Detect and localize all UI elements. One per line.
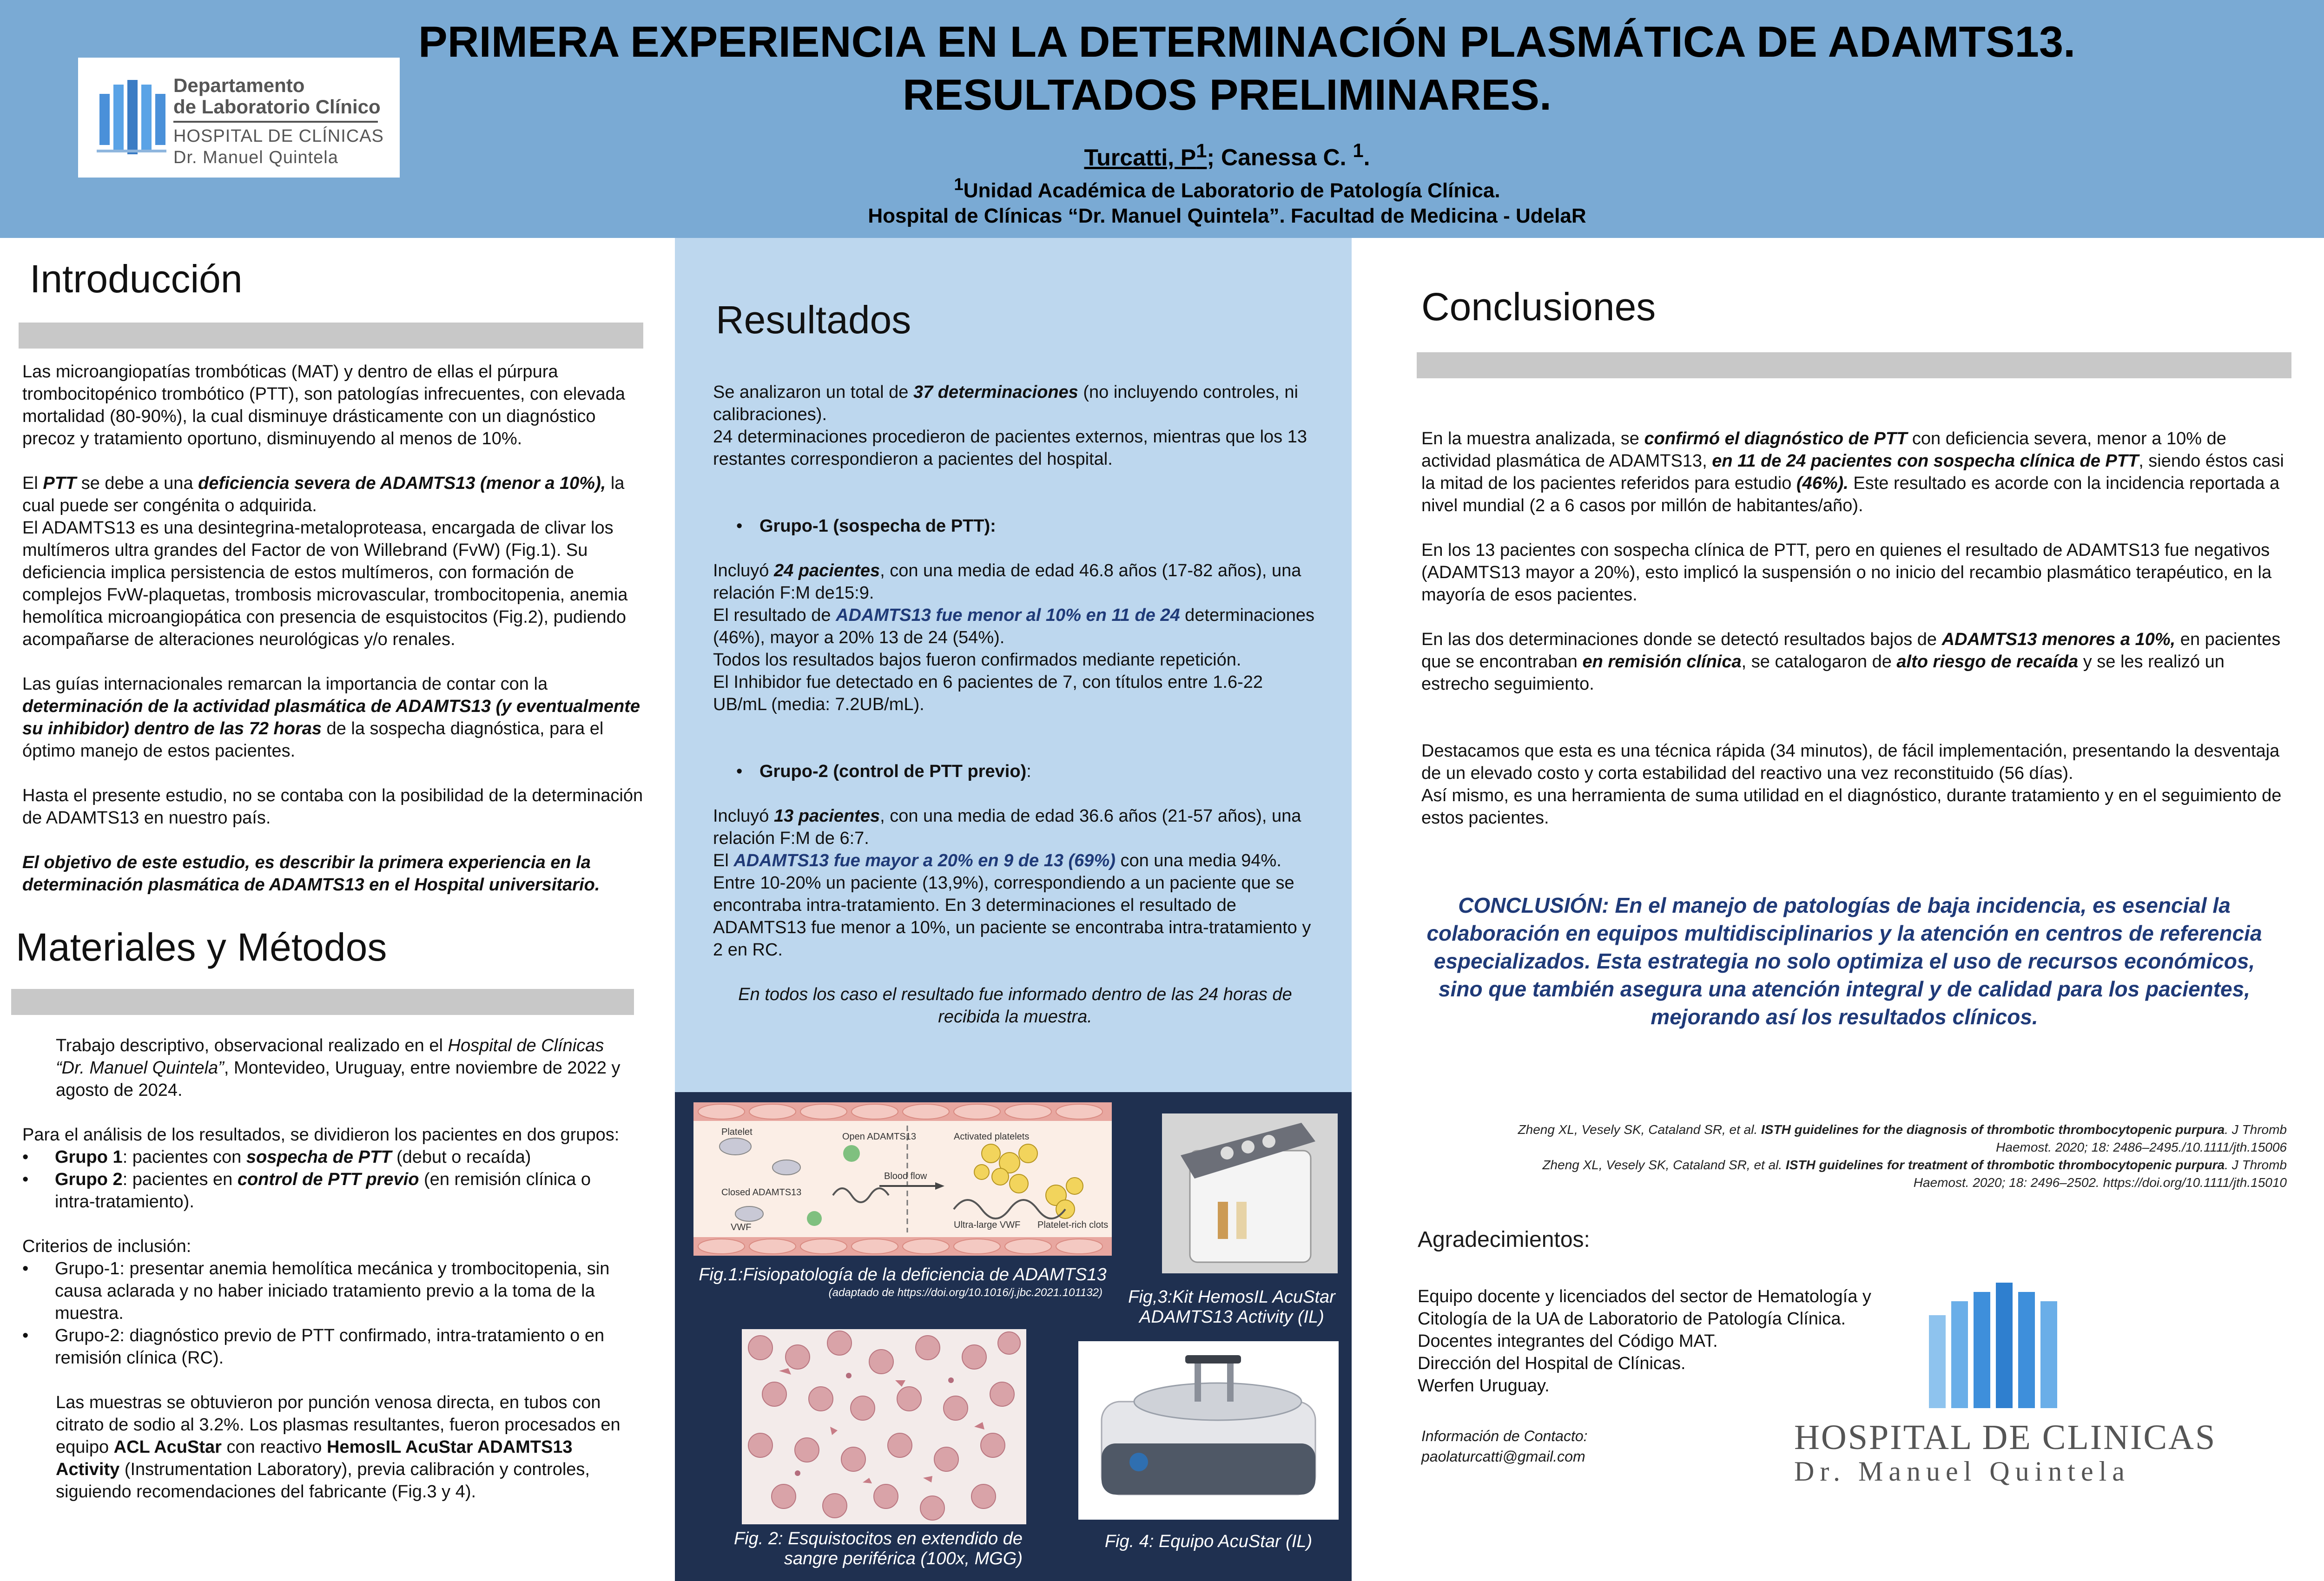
intro-paragraph-1: Las microangiopatías trombóticas (MAT) y dentro de ellas el púrpura trombocitopénico trombótico (PTT), son patologías infrecuentes, con elevada mortalidad (80-90%), la cual disminuye drásticamente con un diagnóstico precoz y tratamiento oportuno, disminuyendo al menos de 10%. — [22, 362, 625, 448]
section-title-resultados: Resultados — [716, 298, 911, 342]
reagent-kit-icon — [1162, 1113, 1338, 1273]
fig1-label-open: Open ADAMTS13 — [842, 1132, 916, 1142]
fig1-label-platelet: Platelet — [721, 1127, 753, 1137]
concl-paragraph-1: En la muestra analizada, se confirmó el diagnóstico de PTT con deficiencia severa, menor a 10% de actividad plasmática de ADAMTS13, en 11 de 24 pacientes con sospecha clínica de PTT, siendo éstos casi la mitad de los pacientes referidos para estudio (46%). Este resultado es acorde con la incidencia reportada a nivel mundial (2 a 6 casos por millón de habitantes/año). — [1421, 429, 2284, 515]
mat-criterion-2: • Grupo-2: diagnóstico previo de PTT confirmado, intra-tratamiento o en remisión clínica (RC). — [22, 1324, 636, 1369]
logo-divider — [173, 121, 378, 123]
intro-paragraph-2: El PTT se debe a una deficiencia severa de ADAMTS13 (menor a 10%), la cual puede ser congénita o adquirida. El ADAMTS13 es una desintegrina-metaloproteasa, encargada de clivar los multímeros ultra grandes del Factor de von Willebrand (FvW) (Fig.1). Su deficiencia implica persistencia de estos multímeros, con formación de complejos FvW-plaquetas, trombosis microvascular, trombocitopenia, anemia hemolítica microangiopática con presencia de esquistocitos (Fig.2), pudiendo acompañarse de alteraciones neurológicas y/o renales. — [22, 474, 628, 649]
figure-3-caption: Fig,3:Kit HemosIL AcuStar ADAMTS13 Activity (IL) — [1128, 1287, 1335, 1327]
concl-paragraph-3: En las dos determinaciones donde se detectó resultados bajos de ADAMTS13 menores a 10%, en pacientes que se encontraban en remisión clínica, se catalogaron de alto riesgo de recaída y se les realizó un estrecho seguimiento. — [1421, 630, 2281, 694]
figure-1-pathophysiology — [693, 1102, 1112, 1256]
fig1-label-platelet-rich: Platelet-rich clots — [1037, 1220, 1109, 1230]
figure-4-caption: Fig. 4: Equipo AcuStar (IL) — [1104, 1532, 1313, 1551]
concl-paragraph-5: Así mismo, es una herramienta de suma utilidad en el diagnóstico, durante tratamiento y en el seguimiento de estos pacientes. — [1421, 786, 2282, 828]
res-group2-title: • Grupo-2 (control de PTT previo): — [713, 760, 1317, 783]
resultados-body — [713, 381, 1317, 1050]
res-group2-body: Incluyó 13 pacientes, con una media de edad 36.6 años (21-57 años), una relación F:M de 6:7. El ADAMTS13 fue mayor a 20% en 9 de 13 (69%) con una media 94%. Entre 10-20% un paciente (13,9%), correspondiendo a un paciente que se encontraba intra-tratamiento. En 3 determinaciones el resultado de ADAMTS13 fue menor a 10%, un paciente se encontraba intra-tratamiento y 2 en RC. — [713, 806, 1311, 960]
fig1-label-closed: Closed ADAMTS13 — [721, 1187, 802, 1198]
mat-group-2: • Grupo 2: pacientes en control de PTT previo (en remisión clínica o intra-tratamiento). — [22, 1168, 636, 1213]
fig1-label-activated: Activated platelets — [954, 1132, 1030, 1142]
logo-dept-line1: Departamento — [173, 74, 305, 96]
department-logo — [78, 58, 400, 178]
figure-1-caption: Fig.1:Fisiopatología de la deficiencia de ADAMTS13 — [699, 1265, 1107, 1285]
intro-objective: El objetivo de este estudio, es describir la primera experiencia en la determinación plasmática de ADAMTS13 en el Hospital universitario. — [22, 853, 600, 895]
ack-line-5: Werfen Uruguay. — [1418, 1376, 1550, 1396]
reference-2: Zheng XL, Vesely SK, Cataland SR, et al. ISTH guidelines for treatment of thrombotic thrombocytopenic purpura. J Thromb — [1542, 1158, 2287, 1172]
authors: Turcatti, $P^1$; Canessa C. $^1$. — [1084, 139, 1370, 171]
res-group1-title: • Grupo-1 (sospecha de PTT): — [713, 515, 1317, 537]
intro-paragraph-3: Las guías internacionales remarcan la importancia de contar con la determinación de la actividad plasmática de ADAMTS13 (y eventualmente su inhibidor) dentro de las 72 horas de la sospecha diagnóstica, para el óptimo manejo de estos pacientes. — [22, 674, 640, 761]
res-closing: En todos los caso el resultado fue informado dentro de las 24 horas de recibida la muestra. — [738, 985, 1292, 1027]
conclusion-statement: CONCLUSIÓN: En el manejo de patologías de baja incidencia, es esencial la colaboración en equipos multidisciplinarios y la atención en centros de referencia especializados. Esta estrategia no solo optimiza el uso de recursos económicos, sino que también asegura una atención integral y de calidad para los pacientes, mejorando así los resultados clínicos. — [1426, 893, 2262, 1029]
ack-line-1: Equipo docente y licenciados del sector de Hematología y — [1418, 1287, 1871, 1306]
contact-title: Información de Contacto: — [1421, 1428, 1588, 1444]
affiliation-line1: $^1$Unidad Académica de Laboratorio de Patología Clínica. — [954, 175, 1500, 202]
hospital-building-icon — [1924, 1283, 2064, 1413]
hospital-logo-icon — [97, 80, 166, 159]
materiales-body — [22, 1034, 636, 1525]
mat-paragraph-2: Para el análisis de los resultados, se dividieron los pacientes en dos grupos: — [22, 1125, 620, 1145]
mat-groups-list — [22, 1146, 636, 1213]
mat-criterion-1: • Grupo-1: presentar anemia hemolítica mecánica y trombocitopenia, sin causa aclarada y no haber iniciado tratamiento previo a la toma de la muestra. — [22, 1258, 636, 1324]
figure-2-caption: Fig. 2: Esquistocitos en extendido de sangre periférica (100x, MGG) — [733, 1529, 1023, 1568]
contact-info — [1421, 1426, 1588, 1467]
intro-paragraph-4: Hasta el presente estudio, no se contaba con la posibilidad de la determinación de ADAMTS13 en nuestro país. — [22, 786, 643, 828]
fig1-label-blood-flow: Blood flow — [884, 1171, 927, 1181]
section-bar-materiales — [11, 989, 634, 1015]
mat-criteria-title: Criterios de inclusión: — [22, 1237, 191, 1256]
ack-line-2: Citología de la UA de Laboratorio de Patología Clínica. — [1418, 1309, 1846, 1329]
section-title-conclusiones: Conclusiones — [1421, 285, 1656, 329]
mat-criteria-list — [22, 1258, 636, 1369]
mat-group-1: • Grupo 1: pacientes con sospecha de PTT (debut o recaída) — [22, 1146, 636, 1168]
mat-paragraph-1: Trabajo descriptivo, observacional realizado en el Hospital de Clínicas “Dr. Manuel Quintela”, Montevideo, Uruguay, entre noviembre de 2022 y agosto de 2024. — [56, 1036, 621, 1100]
poster-title-line1: PRIMERA EXPERIENCIA EN LA DETERMINACIÓN PLASMÁTICA DE ADAMTS13. — [418, 17, 2076, 66]
figure-2-blood-smear — [742, 1329, 1026, 1524]
logo-dept-line2: de Laboratorio Clínico — [173, 96, 381, 118]
figure-1-source: (adaptado de https://doi.org/10.1016/j.jbc.2021.101132) — [828, 1286, 1103, 1299]
fig1-label-vwf: VWF — [731, 1222, 752, 1232]
acknowledgements-title: Agradecimientos: — [1418, 1227, 1590, 1252]
conclusiones-body — [1421, 428, 2286, 829]
reference-2-cont: Haemost. 2020; 18: 2496–2502. https://doi.org/10.1111/jth.15010 — [1913, 1175, 2287, 1190]
poster-title-line2: RESULTADOS PRELIMINARES. — [902, 70, 1552, 119]
ack-line-3: Docentes integrantes del Código MAT. — [1418, 1331, 1718, 1351]
introduccion-body — [22, 361, 645, 918]
mat-paragraph-3: Las muestras se obtuvieron por punción venosa directa, en tubos con citrato de sodio al 3.2%. Los plasmas resultantes, fueron procesados en equipo ACL AcuStar con reactivo HemosIL AcuStar ADAMTS13 Activity (Instrumentation Laboratory), previa calibración y controles, siguiendo recomendaciones del fabricante (Fig.3 y 4). — [56, 1393, 621, 1502]
figure-1-illustration — [693, 1102, 1112, 1256]
acustar-analyzer-icon — [1078, 1341, 1339, 1520]
section-bar-introduccion — [19, 323, 643, 349]
res-group1-body: Incluyó 24 pacientes, con una media de edad 46.8 años (17-82 años), una relación F:M de15:9. El resultado de ADAMTS13 fue menor al 10% en 11 de 24 determinaciones (46%), mayor a 20% 13 de 24 (54%). Todos los resultados bajos fueron confirmados mediante repetición. El Inhibidor fue detectado en 6 pacientes de 7, con títulos entre 1.6-22 UB/mL (media: 7.2UB/mL). — [713, 561, 1315, 714]
logo-hosp-line2: Dr. Manuel Quintela — [173, 148, 338, 167]
section-bar-conclusiones — [1417, 352, 2291, 378]
affiliation-line2: Hospital de Clínicas “Dr. Manuel Quintela”. Facultad de Medicina - UdelaR — [868, 204, 1586, 227]
reference-1-cont: Haemost. 2020; 18: 2486–2495./10.1111/jth.15006 — [1996, 1140, 2287, 1154]
footer-logo-line2: Dr. Manuel Quintela — [1794, 1456, 2130, 1487]
schistocytes-smear-icon — [742, 1329, 1026, 1524]
references — [1422, 1121, 2287, 1192]
logo-hosp-line1: HOSPITAL DE CLÍNICAS — [173, 126, 384, 146]
section-title-introduccion: Introducción — [30, 257, 243, 301]
concl-paragraph-4: Destacamos que esta es una técnica rápida (34 minutos), de fácil implementación, presentando la desventaja de un elevado costo y corta estabilidad del reactivo una vez reconstituido (56 días). — [1421, 741, 2280, 783]
reference-1: Zheng XL, Vesely SK, Cataland SR, et al. ISTH guidelines for the diagnosis of thrombotic thrombocytopenic purpura. J Thromb — [1518, 1122, 2287, 1137]
res-paragraph-1: Se analizaron un total de 37 determinaciones (no incluyendo controles, ni calibraciones). 24 determinaciones procedieron de pacientes externos, mientras que los 13 restantes correspondieron a pacientes del hospital. — [713, 382, 1307, 469]
footer-logo-line1: HOSPITAL DE CLINICAS — [1794, 1418, 2217, 1457]
concl-paragraph-2: En los 13 pacientes con sospecha clínica de PTT, pero en quienes el resultado de ADAMTS13 fue negativos (ADAMTS13 mayor a 20%), esto implicó la suspensión o no inicio del recambio plasmático terapéutico, en la mayoría de esos pacientes. — [1421, 540, 2272, 605]
fig1-label-ultralarge: Ultra-large VWF — [954, 1220, 1021, 1230]
author-1: Turcatti, $P^1$ — [1084, 139, 1207, 171]
contact-email: paolaturcatti@gmail.com — [1421, 1448, 1585, 1465]
ack-line-4: Dirección del Hospital de Clínicas. — [1418, 1354, 1686, 1373]
section-title-materiales: Materiales y Métodos — [16, 925, 387, 969]
hospital-footer-logo — [1776, 1283, 2240, 1487]
figure-3-kit-photo — [1162, 1113, 1338, 1273]
figure-4-analyzer-photo — [1078, 1341, 1339, 1520]
